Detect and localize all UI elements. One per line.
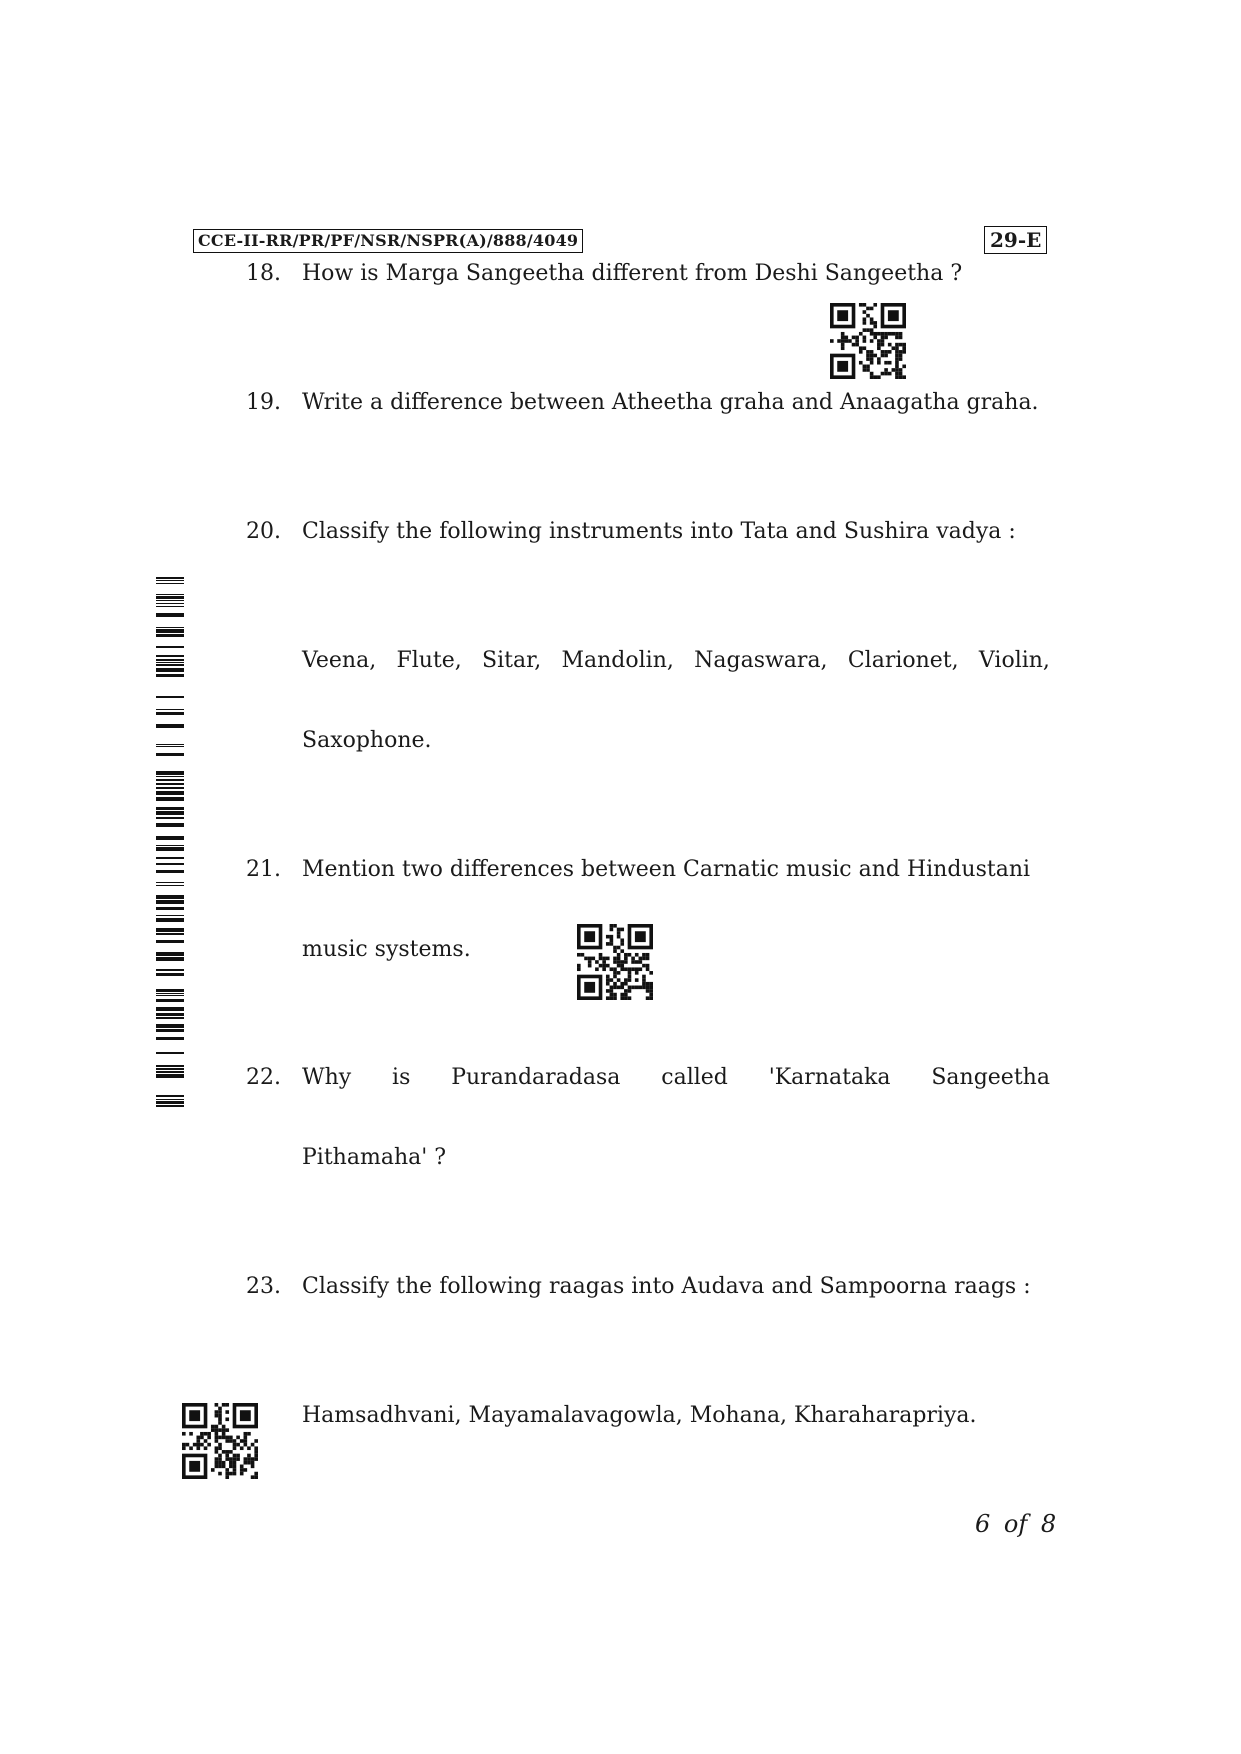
instrument-item: Sitar,: [482, 648, 542, 673]
qr-code-icon: [182, 1403, 258, 1479]
question-23-text: Classify the following raagas into Audava and Sampoorna raags :: [302, 1274, 1031, 1299]
qr-code-icon: [577, 924, 653, 1000]
question-18-text: How is Marga Sangeetha different from Deshi Sangeetha ?: [302, 261, 963, 286]
instrument-item: Veena,: [302, 648, 377, 673]
word: called: [661, 1065, 728, 1090]
instrument-item: Clarionet,: [847, 648, 959, 673]
question-19-text: Write a difference between Atheetha graha and Anaagatha graha.: [302, 390, 1039, 415]
question-21-text-line-2: music systems.: [302, 937, 471, 962]
page-number: 6 of 8: [975, 1510, 1057, 1538]
question-number-20: 20.: [246, 519, 281, 544]
word: is: [392, 1065, 411, 1090]
word: Purandaradasa: [451, 1065, 621, 1090]
instrument-item: Violin,: [978, 648, 1050, 673]
instrument-item: Flute,: [396, 648, 462, 673]
question-number-22: 22.: [246, 1065, 281, 1090]
question-number-21: 21.: [246, 857, 281, 882]
instrument-item: Mandolin,: [561, 648, 674, 673]
word: Why: [302, 1065, 352, 1090]
question-number-19: 19.: [246, 390, 281, 415]
question-21-text: Mention two differences between Carnatic music and Hindustani: [302, 857, 1031, 882]
word: Sangeetha: [931, 1065, 1050, 1090]
question-22-text-line-2: Pithamaha' ?: [302, 1145, 447, 1170]
word: 'Karnataka: [768, 1065, 891, 1090]
barcode-icon: [156, 577, 184, 1107]
qr-code-icon: [830, 303, 906, 379]
instrument-item: Nagaswara,: [694, 648, 828, 673]
question-22-text: [302, 1064, 1050, 1092]
question-number-23: 23.: [246, 1274, 281, 1299]
paper-number-box: 29-E: [984, 226, 1047, 254]
question-20-text: Classify the following instruments into Tata and Sushira vadya :: [302, 519, 1016, 544]
instrument-list-line: [302, 647, 1050, 675]
question-number-18: 18.: [246, 261, 281, 286]
paper-code-box: CCE-II-RR/PR/PF/NSR/NSPR(A)/888/4049: [193, 229, 583, 253]
raaga-list: Hamsadhvani, Mayamalavagowla, Mohana, Kharaharapriya.: [302, 1403, 977, 1428]
instrument-list-line-2: Saxophone.: [302, 728, 432, 753]
